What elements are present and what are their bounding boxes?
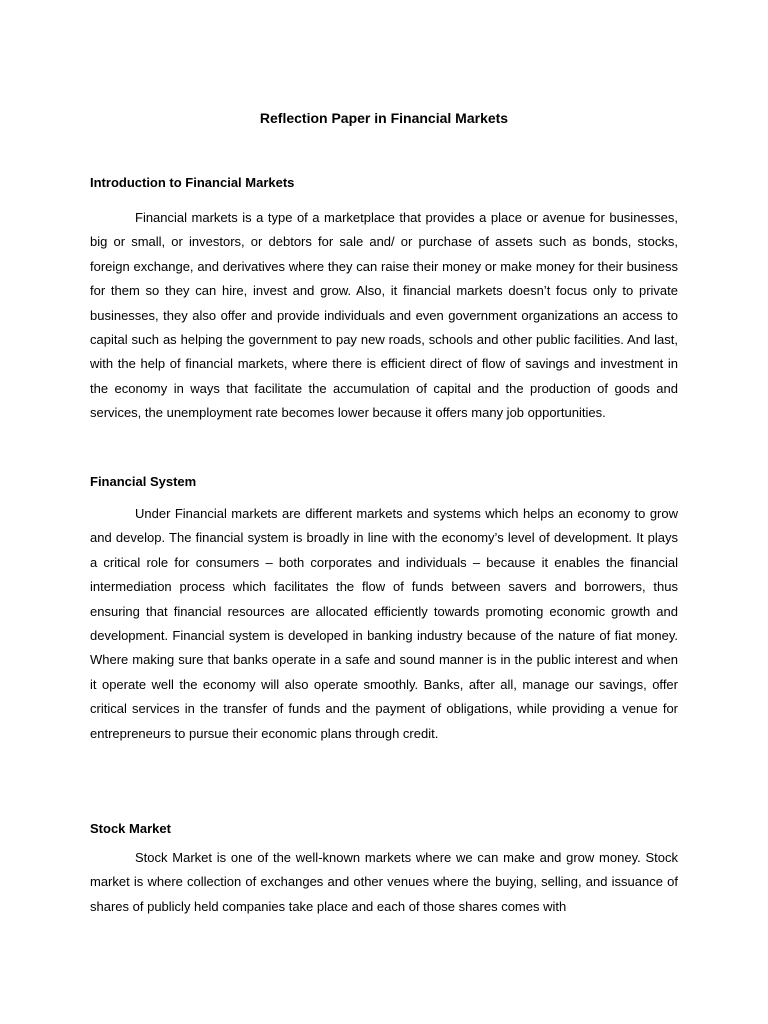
page-title: Reflection Paper in Financial Markets bbox=[259, 110, 509, 126]
section-heading-introduction: Introduction to Financial Markets bbox=[90, 175, 295, 190]
section-paragraph-financial-system: Under Financial markets are different markets and systems which helps an economy to grow and develop. The financial system is broadly in line with the economy’s level of development. It plays a critical role for consumers – both corporates and individuals – because it enables the financial intermediation process which facilitates the flow of funds between savers and borrowers, thus ensuring that financial resources are allocated efficiently towards promoting economic growth and development. Financial system is developed in banking industry because of the nature of fiat money. Where making sure that banks operate in a safe and sound manner is in the public interest and when it operate well the economy will also operate smoothly. Banks, after all, manage our savings, offer critical services in the transfer of funds and the payment of obligations, while providing a venue for entrepreneurs to pursue their economic plans through credit. bbox=[90, 506, 678, 741]
section-heading-stock-market: Stock Market bbox=[90, 821, 171, 836]
section-paragraph-introduction: Financial markets is a type of a marketplace that provides a place or avenue for businesses, big or small, or investors, or debtors for sale and/ or purchase of assets such as bonds, stocks, foreign exchange, and derivatives where they can raise their money or make money for their business for them so they can hire, invest and grow. Also, it financial markets doesn’t focus only to private businesses, they also offer and provide individuals and even government organizations an access to capital such as helping the government to pay new roads, schools and other public facilities. And last, with the help of financial markets, where there is efficient direct of flow of savings and investment in the economy in ways that facilitate the accumulation of capital and the production of goods and services, the unemployment rate becomes lower because it offers many job opportunities. bbox=[90, 210, 678, 421]
section-paragraph-stock-market: Stock Market is one of the well-known markets where we can make and grow money. Stock market is where collection of exchanges and other venues where the buying, selling, and issuance of shares of publicly held companies take place and each of those shares comes with bbox=[90, 850, 678, 914]
section-heading-financial-system: Financial System bbox=[90, 474, 197, 489]
